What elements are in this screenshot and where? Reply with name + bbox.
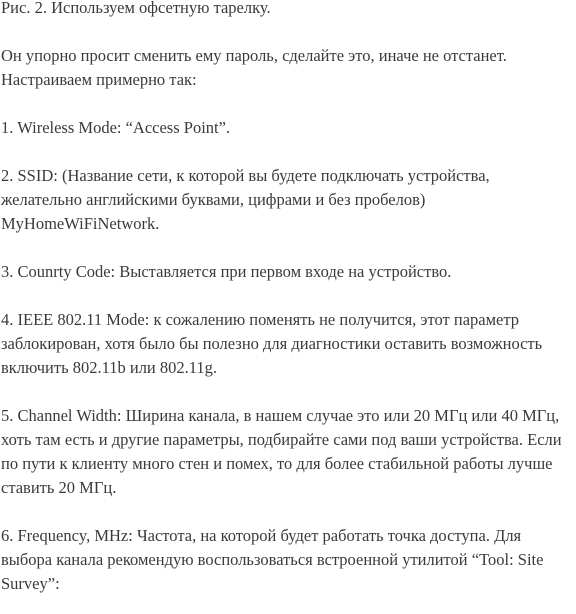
figure-caption: Рис. 2. Используем офсетную тарелку.: [1, 0, 271, 17]
intro-paragraph: Он упорно просит сменить ему пароль, сделайте это, иначе не отстанет. Настраиваем примерно так:: [1, 46, 507, 89]
step-wireless-mode: 1. Wireless Mode: “Access Point”.: [1, 118, 231, 137]
step-ssid: 2. SSID: (Название сети, к которой вы будете подключать устройства, желательно английскими буквами, цифрами и без пробелов) MyHomeWiFiNetwork.: [1, 166, 490, 233]
step-country-code: 3. Counrty Code: Выставляется при первом входе на устройство.: [1, 262, 452, 281]
step-frequency: 6. Frequency, MHz: Частота, на которой будет работать точка доступа. Для выбора канала рекомендую воспользоваться встроенной утилитой “Tool: Site Survey”:: [1, 526, 544, 593]
step-channel-width: 5. Channel Width: Ширина канала, в нашем случае это или 20 МГц или 40 МГц, хоть там есть и другие параметры, подбирайте сами под ваши устройства. Если по пути к клиенту много стен и помех, то для более стабильной работы лучше ставить 20 МГц.: [1, 406, 562, 497]
step-ieee-mode: 4. IEEE 802.11 Mode: к сожалению поменять не получится, этот параметр заблокирован, хотя было бы полезно для диагностики оставить возможность включить 802.11b или 802.11g.: [1, 310, 543, 377]
